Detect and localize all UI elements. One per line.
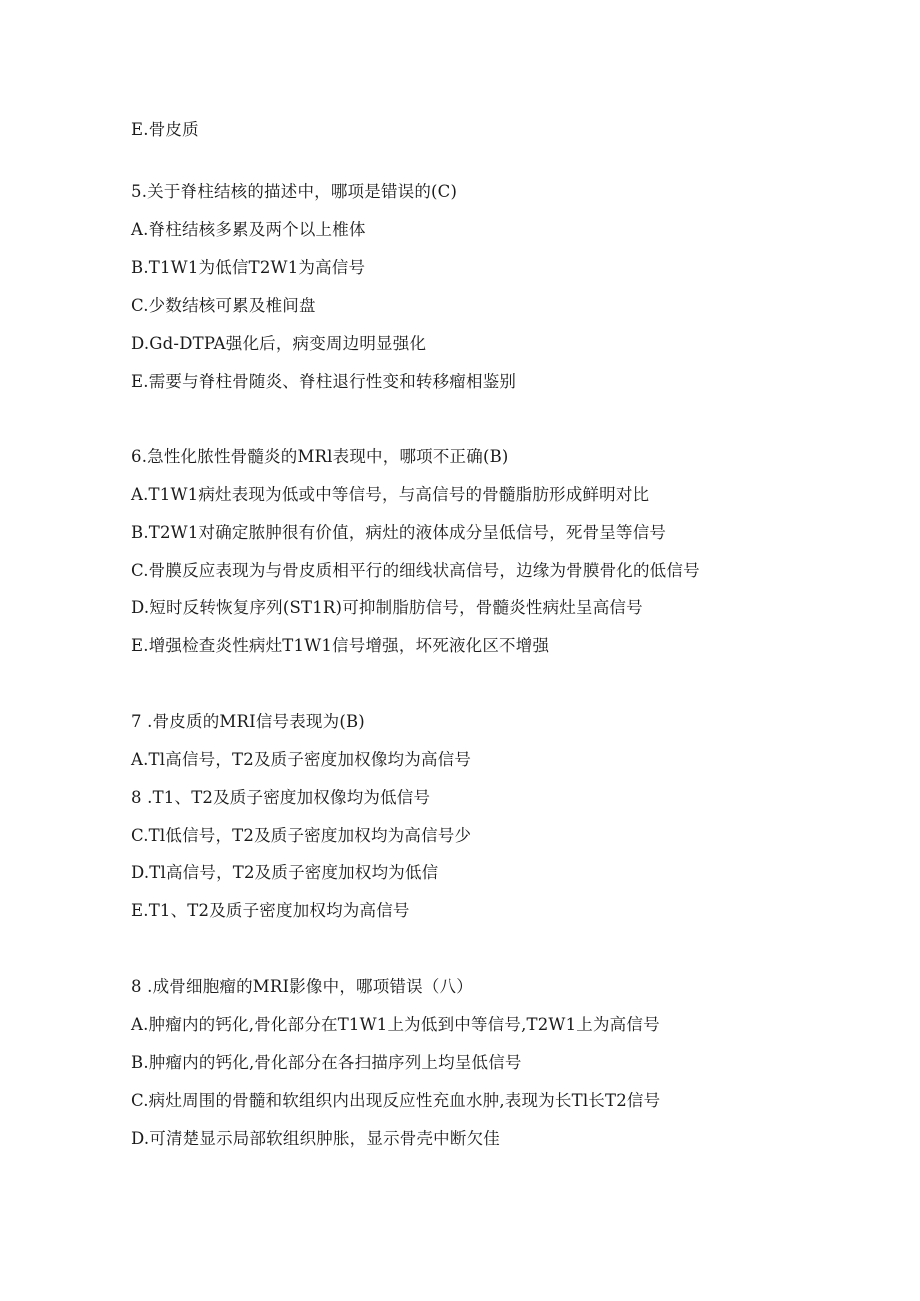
option-d-q7: D.Tl高信号，T2及质子密度加权均为低信 — [131, 863, 439, 882]
option-c-q8: C.病灶周围的骨髓和软组织内出现反应性充血水肿,表现为长Tl长T2信号 — [131, 1091, 661, 1110]
option-b-q7: 8 .T1、T2及质子密度加权像均为低信号 — [131, 788, 431, 807]
option-b-q6: B.T2W1对确定脓肿很有价值，病灶的液体成分呈低信号，死骨呈等信号 — [131, 523, 667, 542]
option-b-q8: B.肿瘤内的钙化,骨化部分在各扫描序列上均呈低信号 — [131, 1053, 522, 1072]
question-7: 7 .骨皮质的MRI信号表现为(B) — [131, 712, 365, 731]
question-5: 5.关于脊柱结核的描述中，哪项是错误的(C) — [131, 182, 458, 201]
option-c-q7: C.Tl低信号，T2及质子密度加权均为高信号少 — [131, 826, 472, 845]
option-e-q7: E.T1、T2及质子密度加权均为高信号 — [131, 901, 410, 920]
question-8: 8 .成骨细胞瘤的MRI影像中，哪项错误（八） — [131, 977, 473, 996]
option-e-q6: E.增强检查炎性病灶T1W1信号增强，坏死液化区不增强 — [131, 636, 550, 655]
option-d-q5: D.Gd-DTPA强化后，病变周边明显强化 — [131, 334, 427, 353]
option-a-q8: A.肿瘤内的钙化,骨化部分在T1W1上为低到中等信号,T2W1上为高信号 — [131, 1015, 660, 1034]
option-e-q4: E.骨皮质 — [131, 120, 199, 139]
option-a-q7: A.Tl高信号，T2及质子密度加权像均为高信号 — [131, 750, 472, 769]
option-d-q8: D.可清楚显示局部软组织肿胀，显示骨壳中断欠佳 — [131, 1129, 500, 1148]
option-a-q5: A.脊柱结核多累及两个以上椎体 — [131, 220, 366, 239]
option-b-q5: B.T1W1为低信T2W1为高信号 — [131, 258, 366, 277]
option-c-q5: C.少数结核可累及椎间盘 — [131, 296, 316, 315]
option-c-q6: C.骨膜反应表现为与骨皮质相平行的细线状高信号，边缘为骨膜骨化的低信号 — [131, 561, 700, 580]
option-d-q6: D.短时反转恢复序列(ST1R)可抑制脂肪信号，骨髓炎性病灶呈高信号 — [131, 598, 643, 617]
option-a-q6: A.T1W1病灶表现为低或中等信号，与高信号的骨髓脂肪形成鲜明对比 — [131, 485, 650, 504]
question-6: 6.急性化脓性骨髓炎的MRl表现中，哪项不正确(B) — [131, 447, 509, 466]
option-e-q5: E.需要与脊柱骨随炎、脊柱退行性变和转移瘤相鉴别 — [131, 372, 517, 391]
